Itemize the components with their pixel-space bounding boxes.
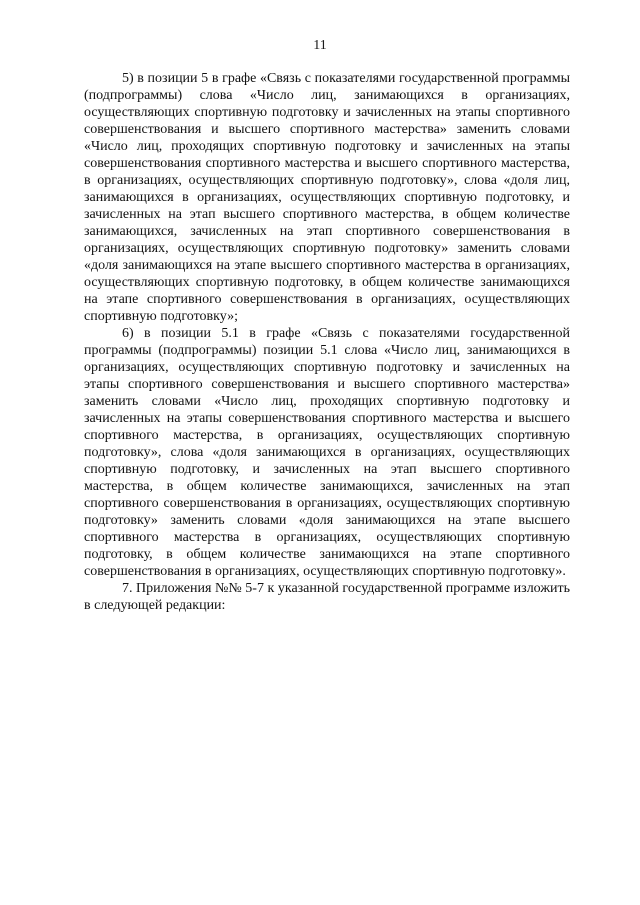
paragraph-item-5: 5) в позиции 5 в графе «Связь с показателями государственной программы (подпрограммы) слова «Число лиц, занимающихся в организациях, осуществляющих спортивную подготовку и зачисленных на этапы спортивного совершенствования и высшего спортивного мастерства» заменить словами «Число лиц, проходящих спортивную подготовку и зачисленных на этапы совершенствования спортивного мастерства и высшего спортивного мастерства, в организациях, осуществляющих спортивную подготовку», слова «доля лиц, занимающихся в организациях, осуществляющих спортивную подготовку, и зачисленных на этап высшего спортивного мастерства, в общем количестве занимающихся, зачисленных на этап спортивного совершенствования в организациях, осуществляющих спортивную подготовку» заменить словами «доля занимающихся на этапе высшего спортивного мастерства в организациях, осуществляющих спортивную подготовку, в общем количестве занимающихся на этапе спортивного совершенствования в организациях, осуществляющих спортивную подготовку»; [84,71,570,324]
paragraph-item-6: 6) в позиции 5.1 в графе «Связь с показателями государственной программы (подпрограммы) позиции 5.1 слова «Число лиц, занимающихся в организациях, осуществляющих спортивную подготовку и зачисленных на этапы спортивного совершенствования и высшего спортивного мастерства» заменить словами «Число лиц, проходящих спортивную подготовку и зачисленных на этапы совершенствования спортивного мастерства и высшего спортивного мастерства, в организациях, осуществляющих спортивную подготовку», слова «доля занимающихся в организациях, осуществляющих спортивную подготовку, и зачисленных на этап высшего спортивного мастерства, в общем количестве занимающихся, зачисленных на этап спортивного совершенствования в организациях, осуществляющих спортивную подготовку» заменить словами «доля занимающихся на этапе высшего спортивного мастерства в организациях, осуществляющих спортивную подготовку, в общем количестве занимающихся на этапе спортивного совершенствования в организациях, осуществляющих спортивную подготовку». [84,326,570,579]
page-number: 11 [313,38,327,53]
paragraph-item-7: 7. Приложения №№ 5-7 к указанной государственной программе изложить в следующей редакции: [84,581,570,613]
document-body [84,70,570,614]
